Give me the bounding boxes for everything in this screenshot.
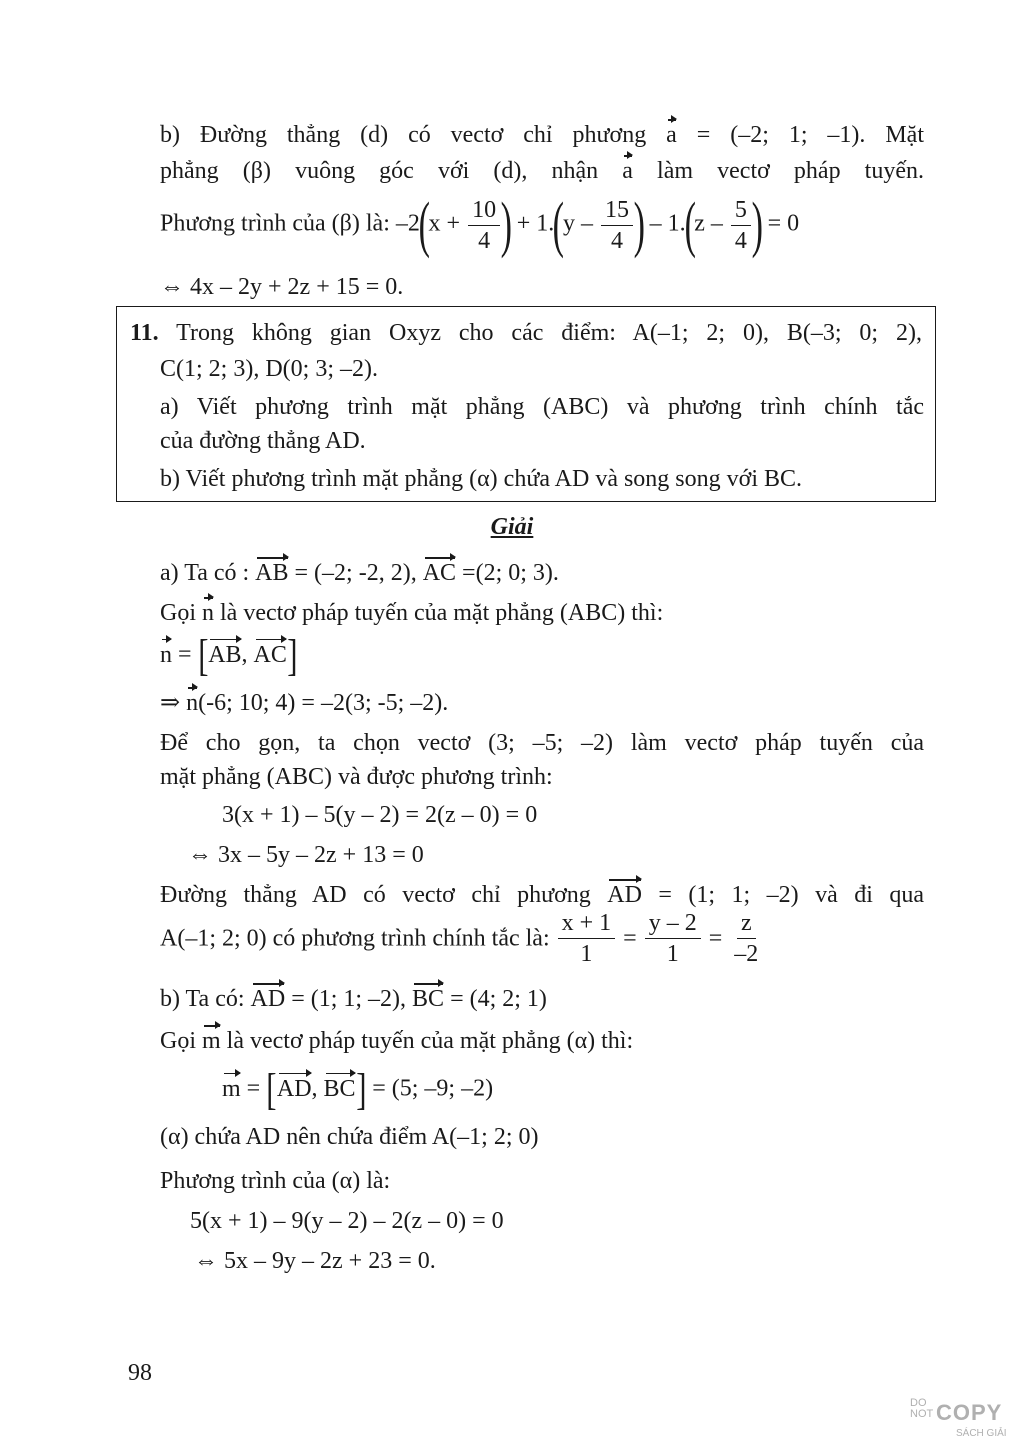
sol-b3: m = [AD, BC] = (5; –9; –2) bbox=[222, 1065, 494, 1114]
sol-b6: 5(x + 1) – 9(y – 2) – 2(z – 0) = 0 bbox=[190, 1208, 504, 1234]
problem-line1: 11. Trong không gian Oxyz cho các điểm: A(–1; 2; 0), B(–3; 0; 2), bbox=[130, 320, 922, 346]
prev-b-line2: phẳng (β) vuông góc với (d), nhận a làm vectơ pháp tuyến. bbox=[160, 158, 925, 184]
sol-b4: (α) chứa AD nên chứa điểm A(–1; 2; 0) bbox=[160, 1124, 539, 1150]
vector-a: a bbox=[622, 158, 633, 184]
sol-a3: n = [AB, AC] bbox=[160, 631, 298, 680]
sol-b5: Phương trình của (α) là: bbox=[160, 1168, 391, 1194]
sol-a2: Gọi n là vectơ pháp tuyến của mặt phẳng (ABC) thì: bbox=[160, 600, 664, 626]
prev-b-equation: Phương trình của (β) là: –2(x + $\frac{10}{4}$ ) + 1.(y – $\frac{15}{4}$ ) – 1.(z – $\frac{5}{4}$ ) = 0 bbox=[160, 191, 800, 259]
sol-a1: a) Ta có : AB = (–2; -2, 2), AC =(2; 0; 3). bbox=[160, 560, 559, 586]
sol-a7: 3(x + 1) – 5(y – 2) = 2(z – 0) = 0 bbox=[222, 802, 538, 828]
prev-b-line1: b) Đường thẳng (d) có vectơ chỉ phương a = (–2; 1; –1). Mặt bbox=[160, 122, 925, 148]
problem-line5: b) Viết phương trình mặt phẳng (α) chứa AD và song song với BC. bbox=[160, 466, 803, 492]
sol-a10: A(–1; 2; 0) có phương trình chính tắc là: $\frac{x + 1}{1}$ = $\frac{y - 2}{1}$ = $\frac{z}{-2}$ bbox=[160, 910, 759, 967]
sol-b7: ⇔ 5x – 9y – 2z + 23 = 0. bbox=[194, 1248, 436, 1274]
sol-b2: Gọi m là vectơ pháp tuyến của mặt phẳng (α) thì: bbox=[160, 1028, 634, 1054]
problem-line4: của đường thẳng AD. bbox=[160, 428, 366, 454]
problem-number: 11. bbox=[130, 320, 159, 346]
sol-a5: Để cho gọn, ta chọn vectơ (3; –5; –2) làm vectơ pháp tuyến của bbox=[160, 730, 924, 756]
sol-a9: Đường thẳng AD có vectơ chỉ phương AD = (1; 1; –2) và đi qua bbox=[160, 882, 924, 908]
vector-a: a bbox=[666, 122, 677, 148]
sol-a6: mặt phẳng (ABC) và được phương trình: bbox=[160, 764, 553, 790]
page-number: 98 bbox=[128, 1360, 152, 1386]
solution-heading: Giải bbox=[490, 514, 534, 540]
prev-b-result: ⇔ 4x – 2y + 2z + 15 = 0. bbox=[160, 274, 404, 300]
problem-line2: C(1; 2; 3), D(0; 3; –2). bbox=[160, 356, 378, 382]
sol-a4: ⇒ n(-6; 10; 4) = –2(3; -5; –2). bbox=[160, 690, 449, 716]
watermark-logo: DO NOT COPY SÁCH GIẢI bbox=[910, 1397, 1007, 1439]
sol-b1: b) Ta có: AD = (1; 1; –2), BC = (4; 2; 1) bbox=[160, 986, 547, 1012]
problem-line3: a) Viết phương trình mặt phẳng (ABC) và phương trình chính tắc bbox=[160, 394, 924, 420]
sol-a8: ⇔ 3x – 5y – 2z + 13 = 0 bbox=[188, 842, 424, 868]
